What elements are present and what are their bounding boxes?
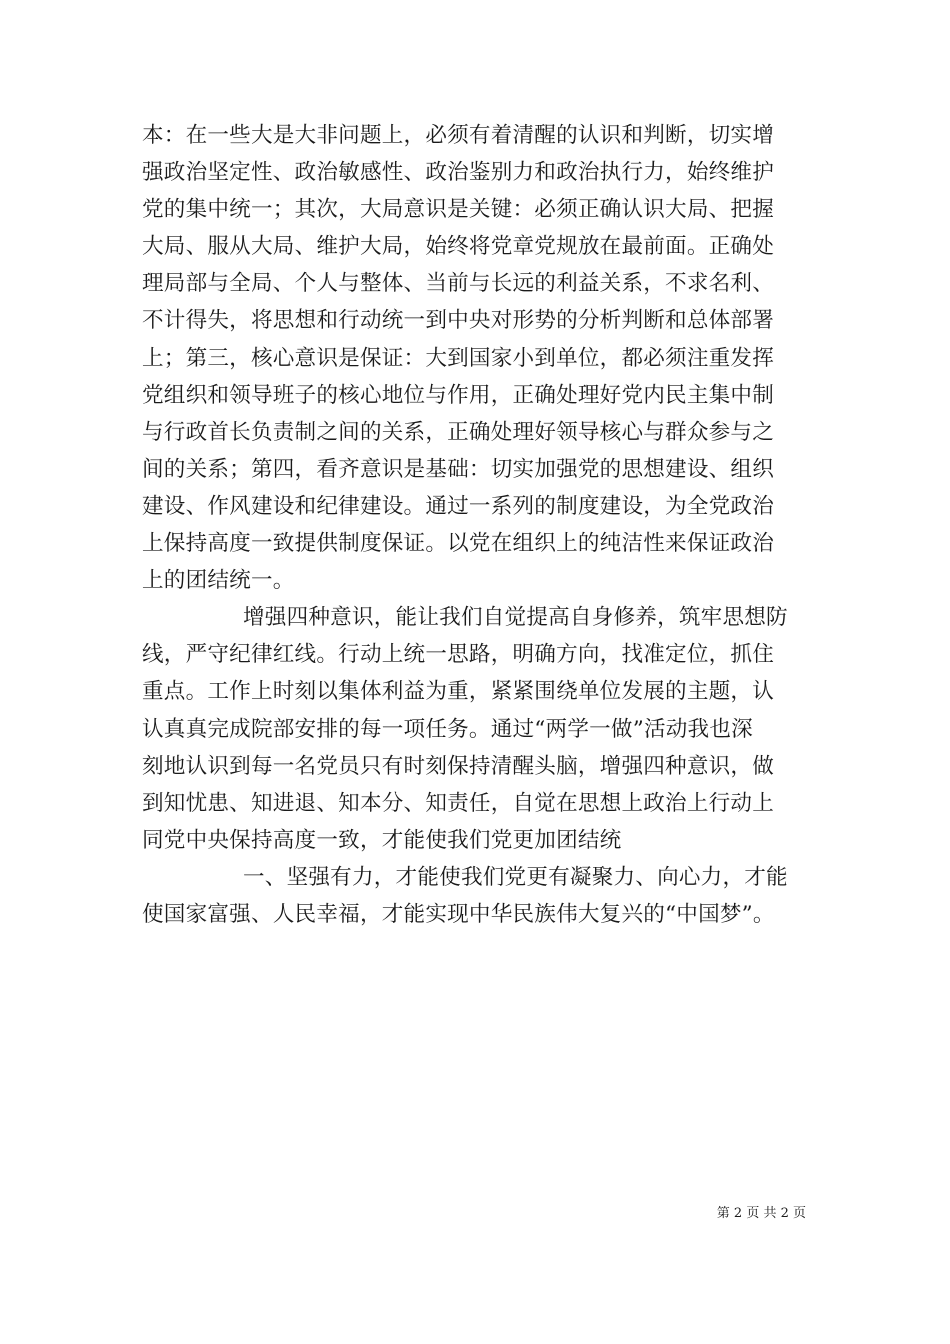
text-line: 同党中央保持高度一致，才能使我们党更加团结统 <box>142 827 622 853</box>
text-line: 本：在一些大是大非问题上，必须有着清醒的认识和判断，切实增 <box>142 123 775 148</box>
text-line: 上；第三，核心意识是保证：大到国家小到单位，都必须注重发挥 <box>142 345 775 371</box>
page-number-footer: 第 2 页 共 2 页 <box>716 1206 806 1221</box>
text-line: 理局部与全局、个人与整体、当前与长远的利益关系，不求名利、 <box>142 271 775 297</box>
text-line: 建设、作风建设和纪律建设。通过一系列的制度建设，为全党政治 <box>142 493 775 519</box>
text-line: 间的关系；第四，看齐意识是基础：切实加强党的思想建设、组织 <box>142 456 775 482</box>
text-line: 重点。工作上时刻以集体利益为重，紧紧围绕单位发展的主题，认 <box>142 679 775 705</box>
text-line: 到知忧患、知进退、知本分、知责任，自觉在思想上政治上行动上 <box>142 790 775 816</box>
document-body <box>142 117 810 933</box>
text-line: 党的集中统一；其次，大局意识是关键：必须正确认识大局、把握 <box>142 197 775 223</box>
text-line: 刻地认识到每一名党员只有时刻保持清醒头脑，增强四种意识，做 <box>142 753 775 779</box>
text-line: 与行政首长负责制之间的关系，正确处理好领导核心与群众参与之 <box>142 419 775 445</box>
text-line: 上保持高度一致提供制度保证。以党在组织上的纯洁性来保证政治 <box>142 531 775 557</box>
text-line: 大局、服从大局、维护大局，始终将党章党规放在最前面。正确处 <box>142 234 775 260</box>
text-line: 使国家富强、人民幸福，才能实现中华民族伟大复兴的“中国梦”。 <box>142 901 775 927</box>
text-line: 不计得失，将思想和行动统一到中央对形势的分析判断和总体部署 <box>142 308 775 334</box>
text-line: 认真真完成院部安排的每一项任务。通过“两学一做”活动我也深 <box>142 716 753 742</box>
text-line: 党组织和领导班子的核心地位与作用，正确处理好党内民主集中制 <box>142 382 775 408</box>
text-line: 上的团结统一。 <box>142 568 295 594</box>
paragraph-start-line: 增强四种意识，能让我们自觉提高自身修养，筑牢思想防 <box>243 605 788 631</box>
text-line: 强政治坚定性、政治敏感性、政治鉴别力和政治执行力，始终维护 <box>142 160 775 186</box>
text-line: 线，严守纪律红线。行动上统一思路，明确方向，找准定位，抓住 <box>142 642 775 668</box>
paragraph-start-line: 一、坚强有力，才能使我们党更有凝聚力、向心力，才能 <box>243 864 788 890</box>
